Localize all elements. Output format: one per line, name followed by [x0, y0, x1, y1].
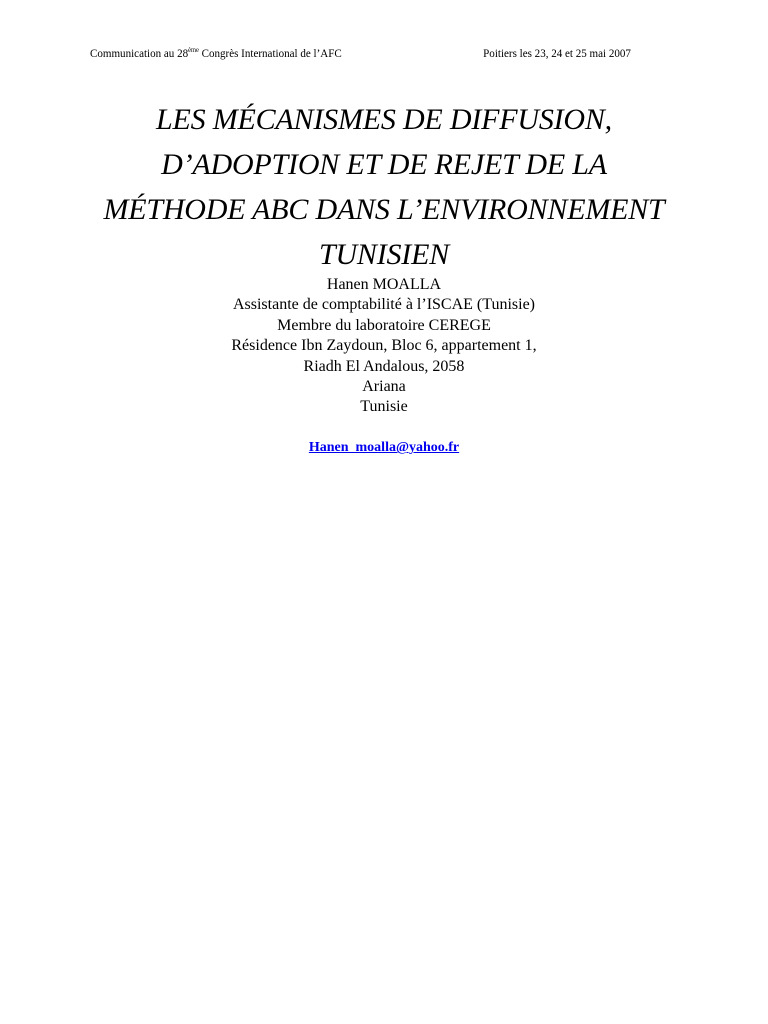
header-conference-prefix: Communication au 28 [90, 46, 189, 60]
header-conference-superscript: ème [188, 46, 199, 54]
author-position: Assistante de comptabilité à l’ISCAE (Tunisie) [232, 296, 536, 314]
author-lab: Membre du laboratoire CEREGE [277, 316, 491, 334]
author-name: Hanen MOALLA [326, 276, 442, 293]
author-email-line [84, 439, 684, 457]
header-conference-suffix: Congrès International de l’AFC [198, 46, 342, 60]
author-block [84, 275, 684, 418]
paper-title [60, 97, 708, 277]
header-conference [90, 45, 342, 61]
running-header [90, 45, 631, 61]
title-line: MÉTHODE ABC DANS L’ENVIRONNEMENT [103, 193, 665, 226]
author-email-link[interactable]: Hanen_moalla@yahoo.fr [308, 440, 460, 455]
title-line: LES MÉCANISMES DE DIFFUSION, [155, 103, 612, 136]
author-address-line-1: Résidence Ibn Zaydoun, Bloc 6, appartement 1, [231, 337, 537, 355]
title-line: TUNISIEN [318, 238, 450, 271]
header-date-location: Poitiers les 23, 24 et 25 mai 2007 [483, 46, 631, 60]
author-city: Ariana [362, 378, 406, 396]
author-country: Tunisie [360, 398, 408, 416]
title-line: D’ADOPTION ET DE REJET DE LA [161, 148, 607, 181]
author-address-line-2: Riadh El Andalous, 2058 [303, 357, 465, 375]
